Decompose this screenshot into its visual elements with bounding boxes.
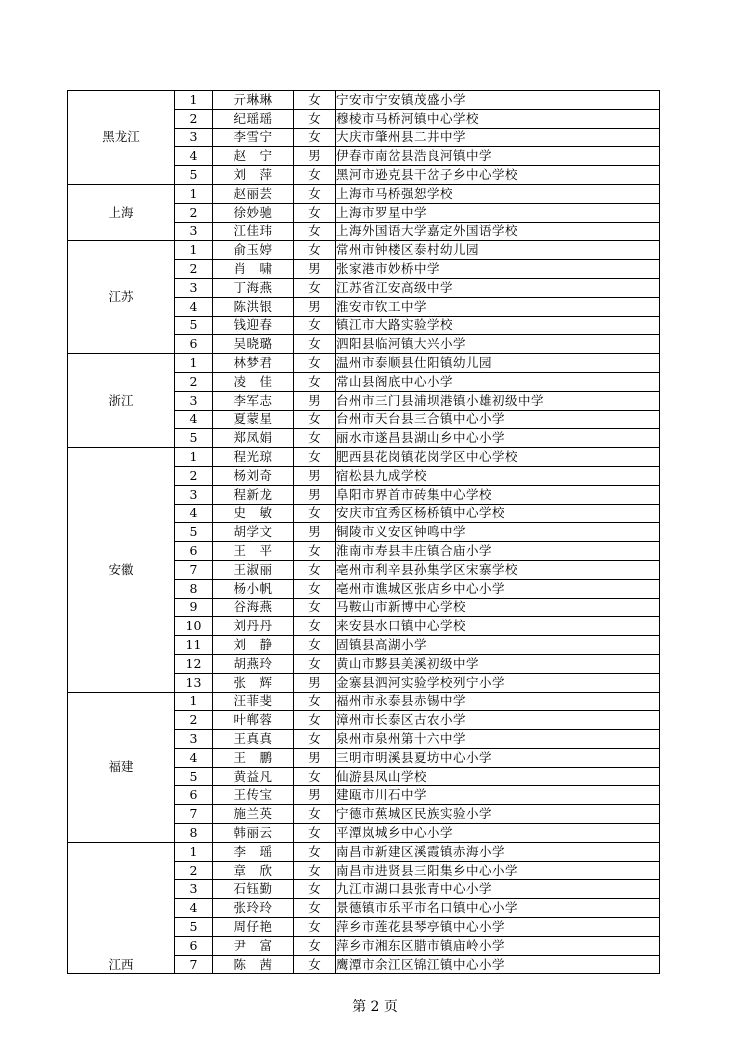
teacher-name: 韩丽云 [213, 824, 294, 843]
province-cell: 黑龙江 [68, 91, 175, 185]
teacher-name: 汪菲斐 [213, 692, 294, 711]
school-name: 铜陵市义安区钟鸣中学 [336, 523, 660, 542]
row-number: 4 [175, 899, 213, 918]
teacher-gender: 女 [294, 504, 336, 523]
page-number: 第 2 页 [352, 999, 398, 1015]
teacher-name: 赵 宁 [213, 147, 294, 166]
school-name: 淮安市钦工中学 [336, 297, 660, 316]
teacher-gender: 男 [294, 523, 336, 542]
teacher-name: 丁海燕 [213, 278, 294, 297]
school-name: 台州市三门县浦坝港镇小雄初级中学 [336, 391, 660, 410]
school-name: 漳州市长泰区古农小学 [336, 711, 660, 730]
teacher-gender: 女 [294, 842, 336, 861]
teacher-gender: 男 [294, 748, 336, 767]
row-number: 3 [175, 880, 213, 899]
school-name: 固镇县高湖小学 [336, 636, 660, 655]
teacher-gender: 男 [294, 260, 336, 279]
teacher-name: 赵丽芸 [213, 184, 294, 203]
school-name: 穆棱市马桥河镇中心学校 [336, 109, 660, 128]
teacher-gender: 男 [294, 147, 336, 166]
school-name: 安庆市宜秀区杨桥镇中心学校 [336, 504, 660, 523]
teacher-gender: 男 [294, 786, 336, 805]
province-cell: 江苏 [68, 241, 175, 354]
row-number: 2 [175, 372, 213, 391]
row-number: 7 [175, 560, 213, 579]
school-name: 南昌市进贤县三阳集乡中心小学 [336, 861, 660, 880]
school-name: 丽水市遂昌县湖山乡中心小学 [336, 429, 660, 448]
teacher-name: 王 平 [213, 542, 294, 561]
row-number: 4 [175, 748, 213, 767]
school-name: 鹰潭市余江区锦江镇中心小学 [336, 955, 660, 974]
row-number: 2 [175, 109, 213, 128]
teacher-gender: 男 [294, 391, 336, 410]
province-cell: 上海 [68, 184, 175, 240]
row-number: 1 [175, 91, 213, 110]
teacher-name: 尹 富 [213, 936, 294, 955]
school-name: 阜阳市界首市砖集中心学校 [336, 485, 660, 504]
row-number: 3 [175, 485, 213, 504]
teacher-gender: 男 [294, 485, 336, 504]
school-name: 福州市永泰县赤锡中学 [336, 692, 660, 711]
teacher-name: 李军志 [213, 391, 294, 410]
school-name: 三明市明溪县夏坊中心小学 [336, 748, 660, 767]
school-name: 黑河市逊克县干岔子乡中心学校 [336, 166, 660, 185]
school-name: 镇江市大路实验学校 [336, 316, 660, 335]
row-number: 5 [175, 523, 213, 542]
school-name: 亳州市谯城区张店乡中心小学 [336, 579, 660, 598]
teacher-gender: 女 [294, 316, 336, 335]
teacher-name: 李雪宁 [213, 128, 294, 147]
teacher-name: 钱迎春 [213, 316, 294, 335]
teacher-gender: 女 [294, 222, 336, 241]
school-name: 来安县水口镇中心学校 [336, 617, 660, 636]
teacher-name: 谷海燕 [213, 598, 294, 617]
teacher-name: 林梦君 [213, 354, 294, 373]
teacher-name: 亓琳琳 [213, 91, 294, 110]
teacher-gender: 女 [294, 861, 336, 880]
row-number: 13 [175, 673, 213, 692]
row-number: 12 [175, 654, 213, 673]
school-name: 淮南市寿县丰庄镇合庙小学 [336, 542, 660, 561]
teacher-gender: 女 [294, 410, 336, 429]
school-name: 泗阳县临河镇大兴小学 [336, 335, 660, 354]
teacher-name: 杨刘奇 [213, 466, 294, 485]
teacher-gender: 女 [294, 91, 336, 110]
table-row [68, 184, 660, 203]
row-number: 7 [175, 955, 213, 974]
row-number: 1 [175, 692, 213, 711]
school-name: 江苏省江安高级中学 [336, 278, 660, 297]
row-number: 5 [175, 767, 213, 786]
teacher-gender: 女 [294, 899, 336, 918]
table-row [68, 842, 660, 861]
row-number: 1 [175, 241, 213, 260]
row-number: 6 [175, 786, 213, 805]
school-name: 亳州市利辛县孙集学区宋寨学校 [336, 560, 660, 579]
teacher-name: 江佳玮 [213, 222, 294, 241]
row-number: 6 [175, 936, 213, 955]
teacher-name: 程新龙 [213, 485, 294, 504]
province-cell: 安徽 [68, 448, 175, 692]
teacher-gender: 男 [294, 297, 336, 316]
school-name: 泉州市泉州第十六中学 [336, 730, 660, 749]
teacher-gender: 女 [294, 542, 336, 561]
teacher-name: 凌 佳 [213, 372, 294, 391]
school-name: 平潭岚城乡中心小学 [336, 824, 660, 843]
table-row [68, 91, 660, 110]
school-name: 南昌市新建区溪霞镇赤海小学 [336, 842, 660, 861]
table-row [68, 448, 660, 467]
teacher-gender: 女 [294, 617, 336, 636]
school-name: 伊春市南岔县浩良河镇中学 [336, 147, 660, 166]
teacher-gender: 女 [294, 955, 336, 974]
province-cell: 浙江 [68, 354, 175, 448]
school-name: 台州市天台县三合镇中心小学 [336, 410, 660, 429]
row-number: 2 [175, 260, 213, 279]
teacher-name: 黄益凡 [213, 767, 294, 786]
school-name: 金寨县泗河实验学校列宁小学 [336, 673, 660, 692]
teacher-name: 张玲玲 [213, 899, 294, 918]
teacher-gender: 女 [294, 448, 336, 467]
row-number: 4 [175, 297, 213, 316]
row-number: 5 [175, 918, 213, 937]
teacher-gender: 女 [294, 560, 336, 579]
row-number: 8 [175, 824, 213, 843]
row-number: 5 [175, 429, 213, 448]
row-number: 6 [175, 335, 213, 354]
teacher-name: 徐妙驰 [213, 203, 294, 222]
teacher-name: 王淑丽 [213, 560, 294, 579]
row-number: 3 [175, 128, 213, 147]
school-name: 上海市马桥强恕学校 [336, 184, 660, 203]
teacher-gender: 女 [294, 880, 336, 899]
province-cell: 江西 [68, 842, 175, 974]
school-name: 萍乡市湘东区腊市镇庙岭小学 [336, 936, 660, 955]
row-number: 5 [175, 316, 213, 335]
teacher-gender: 男 [294, 466, 336, 485]
row-number: 2 [175, 861, 213, 880]
teacher-gender: 女 [294, 692, 336, 711]
table-row [68, 354, 660, 373]
school-name: 宁德市蕉城区民族实验小学 [336, 805, 660, 824]
teacher-name: 刘 静 [213, 636, 294, 655]
row-number: 4 [175, 147, 213, 166]
teacher-gender: 女 [294, 936, 336, 955]
row-number: 1 [175, 184, 213, 203]
teacher-gender: 女 [294, 278, 336, 297]
school-name: 仙游县凤山学校 [336, 767, 660, 786]
school-name: 上海市罗星中学 [336, 203, 660, 222]
teacher-name: 张 辉 [213, 673, 294, 692]
school-name: 建瓯市川石中学 [336, 786, 660, 805]
teacher-gender: 女 [294, 109, 336, 128]
teacher-gender: 女 [294, 636, 336, 655]
school-name: 张家港市妙桥中学 [336, 260, 660, 279]
teacher-gender: 女 [294, 166, 336, 185]
teacher-gender: 男 [294, 673, 336, 692]
row-number: 11 [175, 636, 213, 655]
school-name: 肥西县花岗镇花岗学区中心学校 [336, 448, 660, 467]
row-number: 7 [175, 805, 213, 824]
teacher-gender: 女 [294, 805, 336, 824]
school-name: 宿松县九成学校 [336, 466, 660, 485]
school-name: 马鞍山市新博中心学校 [336, 598, 660, 617]
teacher-name: 胡学文 [213, 523, 294, 542]
row-number: 10 [175, 617, 213, 636]
row-number: 3 [175, 278, 213, 297]
teacher-gender: 女 [294, 824, 336, 843]
teacher-gender: 女 [294, 184, 336, 203]
row-number: 8 [175, 579, 213, 598]
school-name: 温州市泰顺县仕阳镇幼儿园 [336, 354, 660, 373]
table-row [68, 241, 660, 260]
teacher-gender: 女 [294, 429, 336, 448]
row-number: 3 [175, 222, 213, 241]
school-name: 大庆市肇州县二井中学 [336, 128, 660, 147]
teacher-gender: 女 [294, 372, 336, 391]
teacher-name: 王 鹏 [213, 748, 294, 767]
teacher-gender: 女 [294, 711, 336, 730]
teacher-gender: 女 [294, 203, 336, 222]
teacher-list-body [68, 91, 660, 974]
teacher-gender: 女 [294, 128, 336, 147]
teacher-name: 胡燕玲 [213, 654, 294, 673]
province-cell: 福建 [68, 692, 175, 842]
teacher-name: 杨小帆 [213, 579, 294, 598]
row-number: 1 [175, 842, 213, 861]
teacher-name: 程光琼 [213, 448, 294, 467]
teacher-gender: 女 [294, 335, 336, 354]
teacher-name: 肖 啸 [213, 260, 294, 279]
school-name: 景德镇市乐平市名口镇中心小学 [336, 899, 660, 918]
teacher-name: 史 敏 [213, 504, 294, 523]
teacher-gender: 女 [294, 354, 336, 373]
row-number: 4 [175, 410, 213, 429]
teacher-name: 纪瑶瑶 [213, 109, 294, 128]
teacher-gender: 女 [294, 767, 336, 786]
school-name: 上海外国语大学嘉定外国语学校 [336, 222, 660, 241]
teacher-gender: 女 [294, 730, 336, 749]
teacher-name: 俞玉婷 [213, 241, 294, 260]
school-name: 九江市湖口县张青中心小学 [336, 880, 660, 899]
teacher-name: 王传宝 [213, 786, 294, 805]
teacher-name: 李 瑶 [213, 842, 294, 861]
row-number: 1 [175, 448, 213, 467]
teacher-name: 陈 茜 [213, 955, 294, 974]
school-name: 黄山市黟县美溪初级中学 [336, 654, 660, 673]
row-number: 3 [175, 391, 213, 410]
teacher-name: 石钰勤 [213, 880, 294, 899]
school-name: 常州市钟楼区泰村幼儿园 [336, 241, 660, 260]
teacher-name: 周仔艳 [213, 918, 294, 937]
table-row [68, 692, 660, 711]
teacher-name: 王真真 [213, 730, 294, 749]
teacher-name: 刘 萍 [213, 166, 294, 185]
teacher-gender: 女 [294, 654, 336, 673]
teacher-name: 吴晓璐 [213, 335, 294, 354]
row-number: 2 [175, 466, 213, 485]
row-number: 9 [175, 598, 213, 617]
row-number: 5 [175, 166, 213, 185]
teacher-name: 陈洪银 [213, 297, 294, 316]
school-name: 常山县阁底中心小学 [336, 372, 660, 391]
teacher-gender: 女 [294, 579, 336, 598]
teacher-name: 叶郸蓉 [213, 711, 294, 730]
teacher-name: 夏蒙星 [213, 410, 294, 429]
row-number: 2 [175, 711, 213, 730]
school-name: 宁安市宁安镇茂盛小学 [336, 91, 660, 110]
row-number: 2 [175, 203, 213, 222]
teacher-gender: 女 [294, 918, 336, 937]
row-number: 4 [175, 504, 213, 523]
teacher-gender: 女 [294, 598, 336, 617]
teacher-name: 郑凤娟 [213, 429, 294, 448]
school-name: 萍乡市莲花县琴亭镇中心小学 [336, 918, 660, 937]
row-number: 6 [175, 542, 213, 561]
teacher-gender: 女 [294, 241, 336, 260]
row-number: 3 [175, 730, 213, 749]
teacher-name: 施兰英 [213, 805, 294, 824]
teacher-list-table [67, 90, 660, 974]
teacher-name: 刘丹丹 [213, 617, 294, 636]
teacher-name: 章 欣 [213, 861, 294, 880]
row-number: 1 [175, 354, 213, 373]
